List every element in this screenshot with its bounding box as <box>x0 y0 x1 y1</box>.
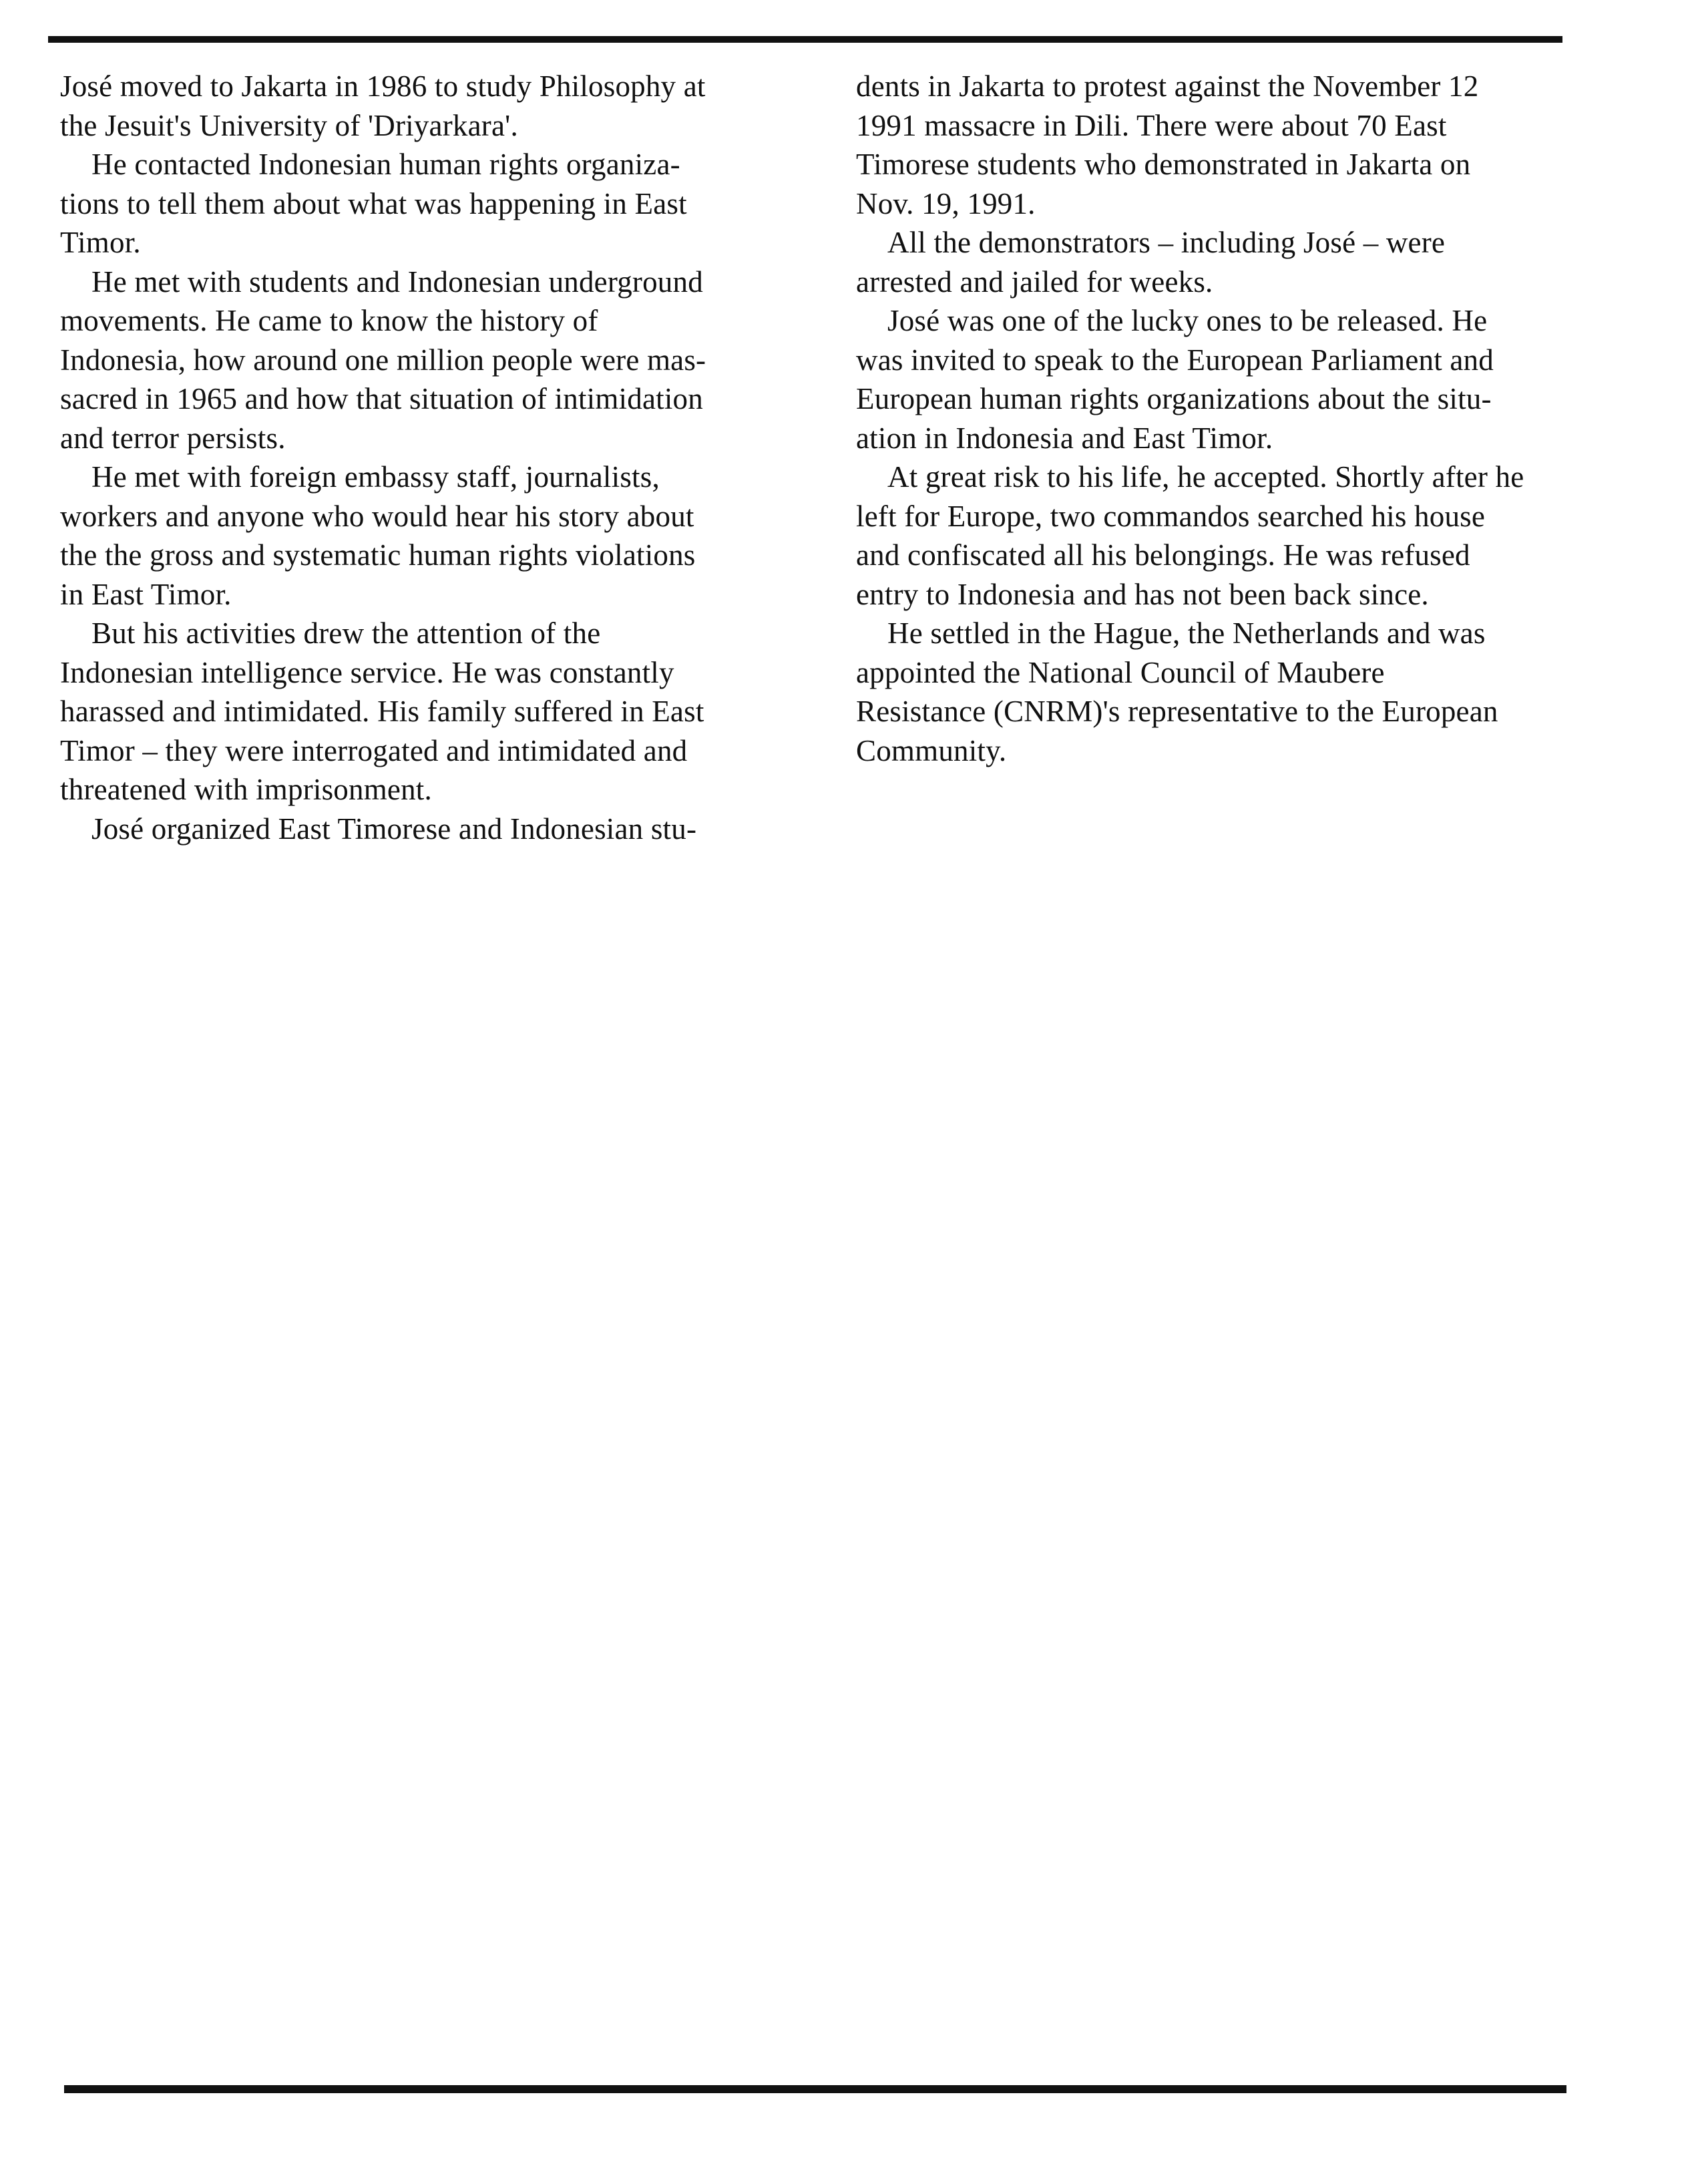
text-line: At great risk to his life, he accepted. Shortly after he <box>887 460 1524 494</box>
text-line: But his activities drew the attention of the <box>91 616 601 650</box>
text-line: 1991 massacre in Dili. There were about 70 East <box>856 108 1447 142</box>
text-line: ation in Indonesia and East Timor. <box>856 421 1273 455</box>
text-line: He settled in the Hague, the Netherlands and was <box>887 616 1486 650</box>
text-line: and terror persists. <box>60 421 286 455</box>
text-line: tions to tell them about what was happening in East <box>60 186 687 220</box>
text-line: Resistance (CNRM)'s representative to the European <box>856 695 1498 728</box>
text-line: Indonesia, how around one million people were mas- <box>60 343 706 377</box>
text-line: entry to Indonesia and has not been back since. <box>856 577 1429 611</box>
text-line: All the demonstrators – including José – were <box>887 226 1446 259</box>
text-line: arrested and jailed for weeks. <box>856 264 1213 299</box>
text-line: José moved to Jakarta in 1986 to study Philosophy at <box>60 69 706 103</box>
bottom-rule <box>64 2085 1566 2093</box>
text-line: He met with students and Indonesian underground <box>91 264 703 299</box>
text-line: the the gross and systematic human rights violations <box>60 538 696 572</box>
text-line: He met with foreign embassy staff, journalists, <box>91 460 660 494</box>
text-line: Timorese students who demonstrated in Jakarta on <box>856 148 1471 181</box>
text-line: dents in Jakarta to protest against the November 12 <box>856 69 1479 103</box>
text-line: José was one of the lucky ones to be released. He <box>887 304 1488 337</box>
text-line: was invited to speak to the European Parliament and <box>856 343 1494 377</box>
text-line: Timor. <box>60 226 141 259</box>
left-column <box>60 67 775 848</box>
text-line: in East Timor. <box>60 577 232 611</box>
text-line: appointed the National Council of Maubere <box>856 655 1385 689</box>
text-line: harassed and intimidated. His family suffered in East <box>60 695 704 728</box>
text-line: He contacted Indonesian human rights organiza- <box>91 148 680 181</box>
text-line: Indonesian intelligence service. He was constantly <box>60 655 674 689</box>
top-rule <box>48 36 1562 43</box>
text-line: European human rights organizations about the situ- <box>856 382 1492 415</box>
text-line: movements. He came to know the history of <box>60 304 598 337</box>
text-line: threatened with imprisonment. <box>60 773 432 806</box>
text-line: and confiscated all his belongings. He was refused <box>856 538 1470 572</box>
text-line: Timor – they were interrogated and intimidated and <box>60 733 688 767</box>
text-line: workers and anyone who would hear his story about <box>60 499 694 533</box>
text-line: left for Europe, two commandos searched his house <box>856 499 1486 533</box>
text-line: Nov. 19, 1991. <box>856 186 1036 220</box>
text-line: José organized East Timorese and Indonesian stu- <box>91 811 697 846</box>
right-column <box>856 67 1564 770</box>
text-line: sacred in 1965 and how that situation of intimidation <box>60 382 703 415</box>
text-line: Community. <box>856 733 1007 767</box>
text-line: the Jesuit's University of 'Driyarkara'. <box>60 108 518 142</box>
